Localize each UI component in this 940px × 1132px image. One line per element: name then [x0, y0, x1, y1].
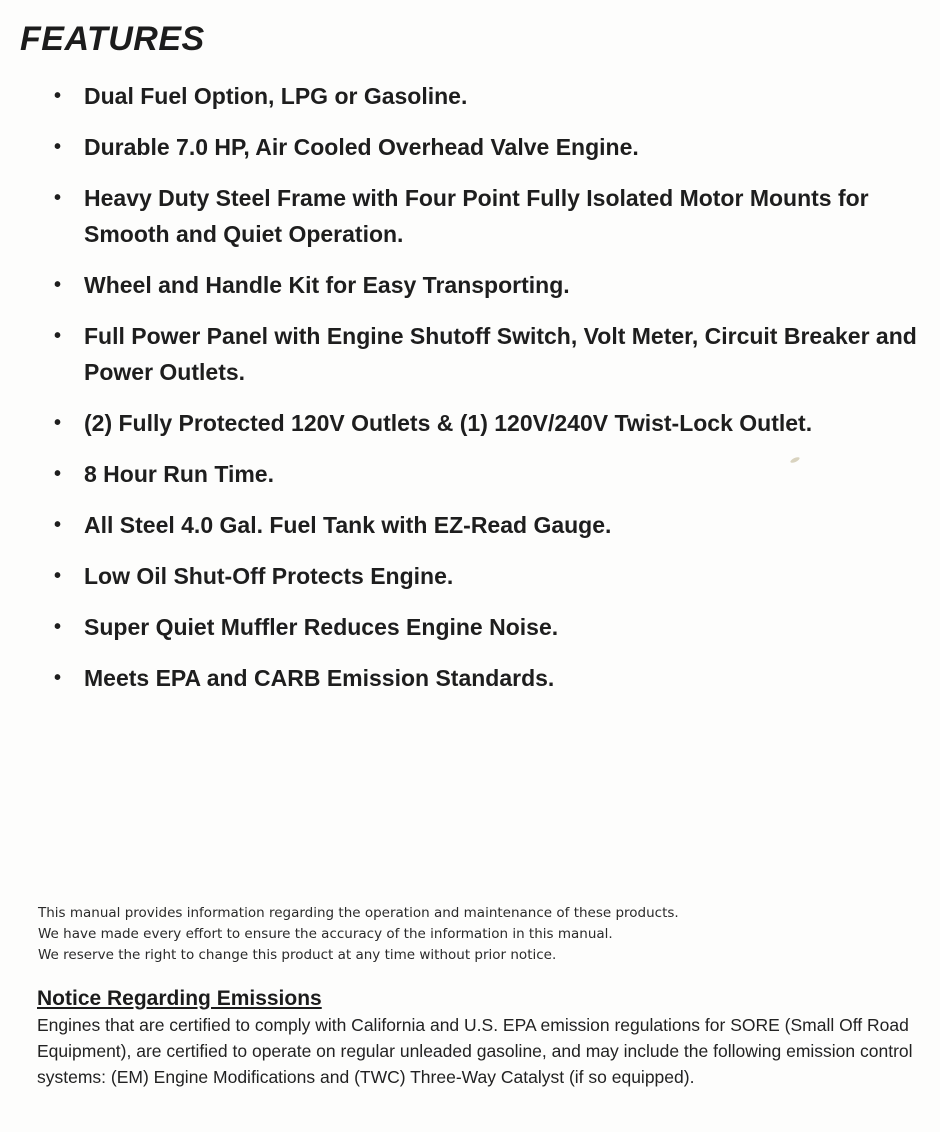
- bullet-icon: •: [54, 514, 62, 536]
- feature-item: [52, 180, 922, 252]
- bullet-icon: •: [54, 136, 62, 158]
- disclaimer-line: We reserve the right to change this product at any time without prior notice.: [38, 947, 557, 963]
- manual-disclaimer: [38, 903, 898, 966]
- feature-text: 8 Hour Run Time.: [84, 461, 274, 487]
- feature-text: (2) Fully Protected 120V Outlets & (1) 120V/240V Twist-Lock Outlet.: [84, 410, 813, 436]
- feature-item: [52, 318, 922, 390]
- bullet-icon: •: [54, 325, 62, 347]
- feature-text: Full Power Panel with Engine Shutoff Switch, Volt Meter, Circuit Breaker and Power Outlets.: [84, 323, 917, 385]
- bullet-icon: •: [54, 412, 62, 434]
- disclaimer-line: We have made every effort to ensure the accuracy of the information in this manual.: [38, 926, 613, 942]
- bullet-icon: •: [54, 565, 62, 587]
- feature-text: Super Quiet Muffler Reduces Engine Noise.: [84, 614, 559, 640]
- bullet-icon: •: [54, 667, 62, 689]
- feature-item: [52, 78, 922, 114]
- feature-text: All Steel 4.0 Gal. Fuel Tank with EZ-Read Gauge.: [84, 512, 612, 538]
- features-list: [52, 78, 922, 711]
- feature-text: Durable 7.0 HP, Air Cooled Overhead Valve Engine.: [84, 134, 639, 160]
- feature-text: Heavy Duty Steel Frame with Four Point Fully Isolated Motor Mounts for Smooth and Quiet Operation.: [84, 185, 869, 247]
- notice-body: Engines that are certified to comply with California and U.S. EPA emission regulations for SORE (Small Off Road Equipment), are certified to operate on regular unleaded gasoline, and may include the following emission control systems: (EM) Engine Modifications and (TWC) Three-Way Catalyst (if so equipped).: [37, 1015, 913, 1087]
- bullet-icon: •: [54, 274, 62, 296]
- features-heading: FEATURES: [20, 20, 205, 58]
- bullet-icon: •: [54, 187, 62, 209]
- feature-item: [52, 267, 922, 303]
- feature-item: [52, 129, 922, 165]
- feature-item: [52, 405, 922, 441]
- bullet-icon: •: [54, 85, 62, 107]
- feature-text: Meets EPA and CARB Emission Standards.: [84, 665, 555, 691]
- feature-item: [52, 660, 922, 696]
- feature-text: Wheel and Handle Kit for Easy Transporting.: [84, 272, 570, 298]
- notice-heading: Notice Regarding Emissions: [37, 987, 322, 1010]
- feature-item: [52, 507, 922, 543]
- bullet-icon: •: [54, 616, 62, 638]
- bullet-icon: •: [54, 463, 62, 485]
- feature-text: Dual Fuel Option, LPG or Gasoline.: [84, 83, 468, 109]
- feature-item: [52, 609, 922, 645]
- feature-item: [52, 558, 922, 594]
- disclaimer-line: This manual provides information regarding the operation and maintenance of these products.: [38, 905, 679, 921]
- feature-text: Low Oil Shut-Off Protects Engine.: [84, 563, 454, 589]
